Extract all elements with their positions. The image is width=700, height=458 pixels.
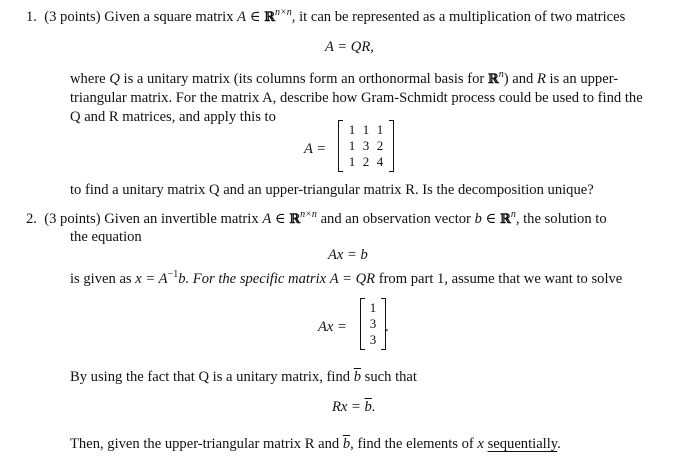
vector-ax-label: Ax =: [318, 319, 347, 335]
problem-1-line-2: where Q is a unitary matrix (its columns form an orthonormal basis for ℝ$^n$) and R is an upper-: [70, 69, 619, 87]
problem-2-line-5: Then, given the upper-triangular matrix R and $\overline{b}$, find the elements of x sequentially.: [70, 436, 561, 452]
equation-rx-bbar: $Rx = \overline{b}$.: [332, 399, 376, 415]
problem-1-line-5: to find a unitary matrix Q and an upper-triangular matrix R. Is the decomposition unique?: [70, 182, 594, 198]
problem-2-line-4: By using the fact that Q is a unitary matrix, find $\overline{b}$ such that: [70, 369, 417, 385]
problem-2-line-1: 2. (3 points) Given an invertible matrix A ∈ ℝ$^{n\times n}$ and an observation vector b ∈ ℝ$^n$, the solution to: [26, 209, 607, 227]
equation-a-qr: A = QR,: [325, 39, 374, 55]
problem-number: 2.: [26, 211, 37, 227]
problem-2-line-3: is given as $x = A^{-1}b$. For the specific matrix A = QR from part 1, assume that we want to solve: [70, 269, 623, 287]
problem-1-line-1: 1. (3 points) Given a square matrix A ∈ ℝ$^{n\times n}$, it can be represented as a multiplication of two matrices: [26, 7, 626, 25]
vector-b-cells: 1 3 3: [369, 300, 377, 347]
problem-number: 1.: [26, 9, 37, 25]
equation-ax-b: Ax = b: [328, 247, 368, 263]
vector-b: [360, 298, 386, 350]
problem-1-line-4: Q and R matrices, and apply this to: [70, 109, 276, 125]
matrix-a: [338, 120, 394, 172]
vector-period: .: [385, 319, 389, 335]
matrix-a-label: A =: [304, 141, 327, 157]
matrix-a-cells: 1 1 1 1 3 2 1 2 4: [348, 122, 384, 169]
right-bracket: [389, 120, 394, 172]
sequentially-underlined: sequentially: [487, 436, 558, 452]
problem-1-line-3: triangular matrix. For the matrix A, describe how Gram-Schmidt process could be used to find the: [70, 90, 643, 106]
problem-2-line-2: the equation: [70, 229, 142, 245]
